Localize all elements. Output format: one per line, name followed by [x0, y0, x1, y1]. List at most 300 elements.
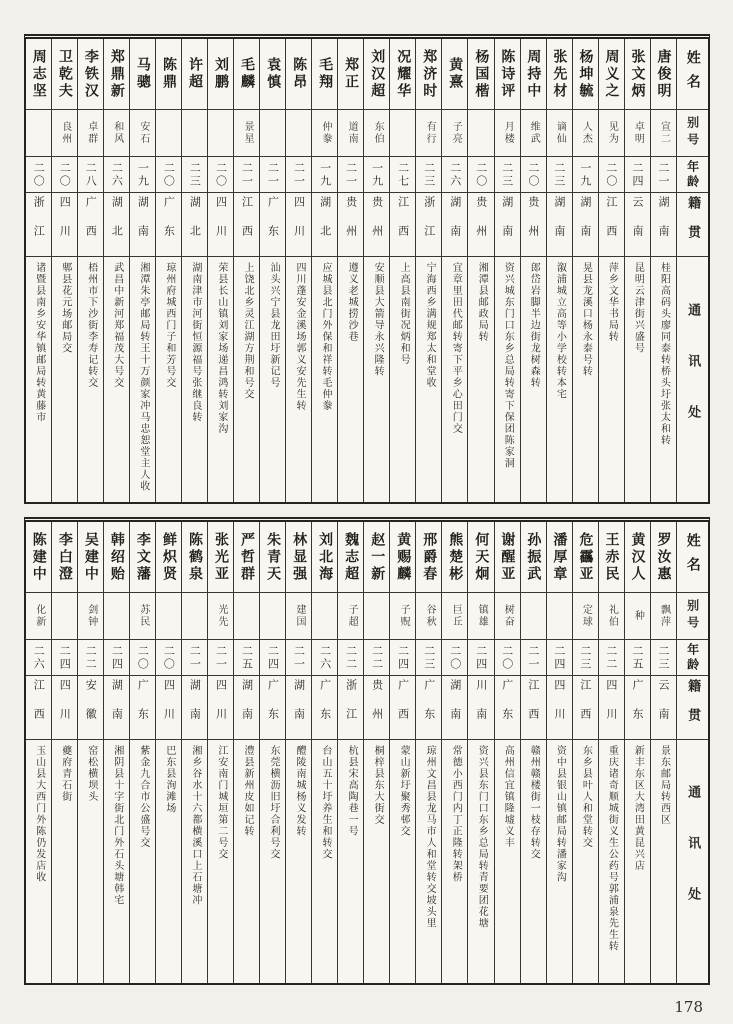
native-cell: [208, 192, 233, 256]
name-cell: [416, 522, 441, 592]
name-cell-text: 林显强: [291, 531, 308, 583]
entry-column: [390, 39, 416, 502]
age-cell-text: 二〇: [58, 161, 72, 188]
alias-cell: [651, 109, 676, 156]
age-cell-text: 二一: [526, 644, 540, 671]
name-cell: [130, 522, 155, 592]
address-cell-text: 重庆诸奇顺城街义生公药号郭浦泉先生转: [606, 745, 618, 952]
alias-cell-text: 巨丘: [450, 604, 462, 628]
alias-cell-text: 景星: [241, 121, 253, 145]
name-cell: [468, 522, 493, 592]
name-cell: [651, 522, 676, 592]
name-cell-text: 熊楚彬: [447, 531, 464, 583]
address-cell-text: 琼州文昌县龙马市人和堂转交坡头里: [424, 745, 436, 929]
age-cell-text: 二三: [552, 161, 566, 188]
address-cell-text: 郎岱岩脚半边街龙树森转: [528, 262, 540, 389]
alias-cell: [416, 592, 441, 639]
header-address-text: 通讯处: [685, 785, 701, 938]
entry-column: [52, 522, 78, 983]
alias-cell: [78, 592, 103, 639]
native-cell: [495, 192, 520, 256]
native-cell-text: 江西: [240, 195, 254, 254]
address-cell: [521, 256, 546, 502]
alias-cell: [130, 592, 155, 639]
native-cell-text: 湖南: [136, 195, 150, 254]
name-cell: [364, 522, 389, 592]
native-cell-text: 湖北: [110, 195, 124, 254]
native-cell-text: 浙江: [422, 195, 436, 254]
name-cell-text: 李铁汉: [82, 48, 99, 100]
native-cell-text: 云南: [630, 195, 644, 254]
name-cell: [651, 39, 676, 109]
age-cell: [416, 639, 441, 675]
name-cell: [364, 39, 389, 109]
address-cell-text: 琼州府城西门子和芳号交: [163, 262, 175, 389]
age-cell-text: 二一: [292, 644, 306, 671]
header-address: [677, 256, 708, 502]
entry-column: [364, 39, 390, 502]
header-age-text: 年龄: [685, 642, 700, 673]
age-cell: [338, 639, 363, 675]
name-cell-text: 周持中: [525, 48, 542, 100]
alias-cell-text: 光先: [215, 604, 227, 628]
alias-cell-text: 建国: [294, 604, 306, 628]
native-cell: [364, 192, 389, 256]
native-cell: [156, 192, 181, 256]
alias-cell: [156, 109, 181, 156]
alias-cell: [468, 592, 493, 639]
address-cell: [625, 256, 650, 502]
alias-cell: [104, 592, 129, 639]
address-cell-text: 湘潭朱亭邮局转王十万颜家冲马忠恕堂主人收: [137, 262, 149, 492]
name-cell-text: 张光亚: [213, 531, 230, 583]
alias-cell: [312, 592, 337, 639]
alias-cell: [573, 592, 598, 639]
entry-column: [442, 522, 468, 983]
header-alias: [677, 592, 708, 639]
age-cell-text: 二一: [188, 644, 202, 671]
alias-cell-text: 谷秋: [424, 604, 436, 628]
alias-cell: [495, 109, 520, 156]
address-cell: [130, 256, 155, 502]
alias-cell-text: 子超: [346, 604, 358, 628]
age-cell-text: 二六: [110, 161, 124, 188]
entry-column: [599, 39, 625, 502]
address-cell: [260, 739, 285, 983]
alias-cell: [104, 109, 129, 156]
address-cell-text: 桐梓县东大街交: [372, 745, 384, 826]
native-cell: [599, 675, 624, 739]
name-cell: [104, 522, 129, 592]
entry-column: [260, 39, 286, 502]
alias-cell: [390, 592, 415, 639]
name-cell-text: 陈鹤泉: [186, 531, 203, 583]
native-cell: [312, 675, 337, 739]
age-cell-text: 二〇: [162, 644, 176, 671]
address-cell-text: 桂阳高码头廖同泰转桥头圩张太和转: [658, 262, 670, 446]
entry-column: [312, 522, 338, 983]
name-cell: [104, 39, 129, 109]
native-cell-text: 江西: [32, 678, 46, 737]
age-cell-text: 二〇: [162, 161, 176, 188]
native-cell-text: 江西: [526, 678, 540, 737]
age-cell-text: 二一: [292, 161, 306, 188]
entry-column: [104, 39, 130, 502]
native-cell: [416, 675, 441, 739]
age-cell: [599, 639, 624, 675]
alias-cell: [442, 109, 467, 156]
name-cell: [234, 39, 259, 109]
native-cell-text: 四川: [214, 195, 228, 254]
address-cell-text: 澧县新州皮如记转: [241, 745, 253, 837]
age-cell-text: 二一: [214, 644, 228, 671]
entry-column: [521, 522, 547, 983]
alias-cell: [390, 109, 415, 156]
name-cell-text: 危靏亚: [577, 531, 594, 583]
age-cell: [599, 156, 624, 192]
alias-cell-text: 宣二: [658, 121, 670, 145]
entry-column: [625, 39, 651, 502]
header-alias: [677, 109, 708, 156]
entry-column: [234, 39, 260, 502]
age-cell: [625, 639, 650, 675]
native-cell-text: 湖南: [656, 195, 670, 254]
age-cell-text: 二六: [318, 644, 332, 671]
native-cell-text: 江西: [396, 195, 410, 254]
native-cell-text: 湖南: [552, 195, 566, 254]
entry-column: [625, 522, 651, 983]
name-cell-text: 况耀华: [395, 48, 412, 100]
name-cell: [338, 39, 363, 109]
name-cell: [625, 39, 650, 109]
name-cell: [547, 39, 572, 109]
alias-cell-text: 东伯: [372, 121, 384, 145]
age-cell: [468, 639, 493, 675]
header-name: [677, 522, 708, 592]
entry-column: [416, 522, 442, 983]
address-cell: [26, 256, 51, 502]
address-cell: [416, 256, 441, 502]
name-cell-text: 潘厚章: [551, 531, 568, 583]
header-name: [677, 39, 708, 109]
native-cell: [104, 192, 129, 256]
age-cell: [104, 156, 129, 192]
header-address: [677, 739, 708, 983]
native-cell: [78, 675, 103, 739]
address-cell-text: 晃县龙溪口杨永泰号转: [580, 262, 592, 377]
native-cell-text: 湖南: [578, 195, 592, 254]
name-cell-text: 马骢: [134, 57, 151, 91]
native-cell: [442, 192, 467, 256]
header-native-text: 籍贯: [685, 678, 701, 737]
address-cell: [156, 256, 181, 502]
name-cell: [156, 522, 181, 592]
native-cell-text: 川南: [474, 678, 488, 737]
address-cell-text: 诸暨县南乡安华镇邮局转黄藤市: [33, 262, 45, 423]
alias-cell-text: 见为: [606, 121, 618, 145]
name-cell-text: 唐俊明: [655, 48, 672, 100]
address-cell: [182, 739, 207, 983]
alias-cell-text: 镇雄: [476, 604, 488, 628]
address-cell: [442, 256, 467, 502]
address-cell: [651, 739, 676, 983]
age-cell-text: 二〇: [32, 161, 46, 188]
address-cell-text: 东莞横沥旧圩合利号交: [267, 745, 279, 860]
address-cell-text: 昆明云津街兴盛号: [632, 262, 644, 354]
name-cell: [468, 39, 493, 109]
address-cell: [234, 256, 259, 502]
age-cell-text: 二六: [448, 161, 462, 188]
native-cell: [573, 192, 598, 256]
age-cell-text: 二〇: [448, 644, 462, 671]
age-cell-text: 二二: [604, 644, 618, 671]
native-cell: [547, 192, 572, 256]
name-cell: [26, 39, 51, 109]
native-cell-text: 安徽: [84, 678, 98, 737]
address-cell-text: 汕头兴宁县龙田圩新记号: [267, 262, 279, 389]
native-cell: [521, 192, 546, 256]
address-cell-text: 郫县花元场邮局交: [59, 262, 71, 354]
address-cell: [364, 739, 389, 983]
address-cell: [312, 739, 337, 983]
entry-column: [573, 39, 599, 502]
alias-cell-text: 有行: [424, 121, 436, 145]
address-cell: [416, 739, 441, 983]
age-cell: [338, 156, 363, 192]
entry-column: [364, 522, 390, 983]
age-cell-text: 二四: [396, 644, 410, 671]
age-cell: [130, 639, 155, 675]
name-cell: [156, 39, 181, 109]
address-cell-text: 窑松横坝头: [85, 745, 97, 803]
alias-cell-text: 礼伯: [606, 604, 618, 628]
address-cell: [208, 256, 233, 502]
entry-column: [338, 522, 364, 983]
address-cell-text: 资中县银山镇邮局转潘家沟: [554, 745, 566, 883]
address-cell-text: 新丰东区大湾田黄昆兴店: [632, 745, 644, 872]
age-cell-text: 二〇: [214, 161, 228, 188]
native-cell: [52, 192, 77, 256]
header-alias-text: 别号: [685, 599, 700, 633]
age-cell: [286, 156, 311, 192]
header-age: [677, 156, 708, 192]
entry-column: [312, 39, 338, 502]
alias-cell: [260, 109, 285, 156]
native-cell: [286, 675, 311, 739]
native-cell-text: 广东: [266, 678, 280, 737]
age-cell-text: 二〇: [474, 161, 488, 188]
native-cell-text: 湖南: [240, 678, 254, 737]
entry-column: [208, 39, 234, 502]
address-cell: [573, 739, 598, 983]
name-cell-text: 刘鹏: [213, 57, 230, 91]
alias-cell-text: 和风: [111, 121, 123, 145]
alias-cell: [338, 592, 363, 639]
address-cell-text: 玉山县大西门外陈仍发店收: [33, 745, 45, 883]
name-cell: [521, 522, 546, 592]
entry-column: [182, 522, 208, 983]
native-cell-text: 云南: [656, 678, 670, 737]
alias-cell: [130, 109, 155, 156]
age-cell-text: 二四: [266, 644, 280, 671]
age-cell-text: 一九: [318, 161, 332, 188]
native-cell-text: 湖南: [448, 678, 462, 737]
address-cell-text: 资兴县东门口东乡总局转青要团花塘: [476, 745, 488, 929]
address-cell: [442, 739, 467, 983]
address-cell-text: 宁海西乡满规郑太和堂收: [424, 262, 436, 389]
alias-cell: [468, 109, 493, 156]
native-cell: [286, 192, 311, 256]
age-cell-text: 二一: [344, 161, 358, 188]
native-cell: [651, 192, 676, 256]
address-cell: [573, 256, 598, 502]
name-cell-text: 孙振武: [525, 531, 542, 583]
entry-column: [78, 522, 104, 983]
name-cell: [52, 39, 77, 109]
name-cell-text: 杨国楷: [473, 48, 490, 100]
age-cell: [495, 156, 520, 192]
name-cell: [599, 522, 624, 592]
native-cell: [625, 192, 650, 256]
native-cell-text: 四川: [58, 195, 72, 254]
native-cell-text: 四川: [604, 678, 618, 737]
name-cell: [442, 39, 467, 109]
native-cell: [156, 675, 181, 739]
address-cell-text: 湘阴县十字街北门外石头塘韩宅: [111, 745, 123, 906]
age-cell-text: 二三: [422, 644, 436, 671]
native-cell: [52, 675, 77, 739]
age-cell-text: 二三: [656, 644, 670, 671]
native-cell-text: 湖北: [188, 195, 202, 254]
native-cell-text: 广东: [162, 195, 176, 254]
native-cell: [26, 192, 51, 256]
name-cell: [26, 522, 51, 592]
address-cell: [52, 739, 77, 983]
name-cell-text: 郑济时: [421, 48, 438, 100]
name-cell-text: 杨坤毓: [577, 48, 594, 100]
address-cell: [495, 256, 520, 502]
age-cell: [442, 639, 467, 675]
age-cell-text: 二二: [370, 644, 384, 671]
age-cell-text: 一九: [578, 161, 592, 188]
name-cell-text: 许超: [186, 57, 203, 91]
alias-cell: [495, 592, 520, 639]
alias-cell: [78, 109, 103, 156]
address-cell: [182, 256, 207, 502]
native-cell-text: 湖南: [292, 678, 306, 737]
name-cell-text: 刘北海: [317, 531, 334, 583]
name-cell-text: 罗汝惠: [655, 531, 672, 583]
entry-column: [521, 39, 547, 502]
address-cell: [338, 256, 363, 502]
address-cell: [521, 739, 546, 983]
name-cell-text: 吴建中: [82, 531, 99, 583]
address-cell: [625, 739, 650, 983]
entry-column: [130, 39, 156, 502]
age-cell-text: 二〇: [500, 644, 514, 671]
age-cell: [52, 156, 77, 192]
header-column: [677, 522, 708, 983]
address-cell-text: 湘潭县邮政局转: [476, 262, 488, 343]
address-cell-text: 溆浦城立高等小学校转本宅: [554, 262, 566, 400]
entry-column: [468, 522, 494, 983]
alias-cell: [26, 109, 51, 156]
entry-column: [208, 522, 234, 983]
age-cell: [26, 156, 51, 192]
alias-cell: [182, 109, 207, 156]
native-cell: [364, 675, 389, 739]
name-cell: [260, 39, 285, 109]
native-cell: [547, 675, 572, 739]
name-cell: [182, 39, 207, 109]
age-cell-text: 二四: [110, 644, 124, 671]
name-cell: [599, 39, 624, 109]
alias-cell: [625, 109, 650, 156]
name-cell: [573, 522, 598, 592]
header-age: [677, 639, 708, 675]
age-cell: [208, 639, 233, 675]
age-cell: [52, 639, 77, 675]
age-cell-text: 二六: [32, 644, 46, 671]
alias-cell: [52, 592, 77, 639]
address-cell: [52, 256, 77, 502]
age-cell: [312, 639, 337, 675]
name-cell: [547, 522, 572, 592]
address-cell-text: 荣县长山镇刘家场递昌鸿转刘家沟: [215, 262, 227, 435]
address-cell: [78, 256, 103, 502]
name-cell-text: 赵一新: [369, 531, 386, 583]
name-cell-text: 朱青天: [265, 531, 282, 583]
address-cell-text: 江安南门城垣第二号交: [215, 745, 227, 860]
age-cell: [286, 639, 311, 675]
native-cell-text: 湖南: [448, 195, 462, 254]
name-cell-text: 何天炯: [473, 531, 490, 583]
native-cell: [625, 675, 650, 739]
header-alias-text: 别号: [685, 116, 700, 150]
header-address-text: 通讯处: [685, 303, 701, 456]
alias-cell-text: 定球: [580, 604, 592, 628]
entry-column: [130, 522, 156, 983]
alias-cell: [547, 592, 572, 639]
age-cell: [156, 156, 181, 192]
alias-cell-text: 子亮: [450, 121, 462, 145]
name-cell-text: 鲜炽贤: [160, 531, 177, 583]
alias-cell-text: 种: [632, 610, 644, 622]
age-cell: [156, 639, 181, 675]
entry-column: [52, 39, 78, 502]
age-cell: [390, 156, 415, 192]
native-cell-text: 贵州: [344, 195, 358, 254]
name-cell: [234, 522, 259, 592]
native-cell-text: 广西: [396, 678, 410, 737]
native-cell-text: 湖南: [500, 195, 514, 254]
name-cell-text: 毛麟: [239, 57, 256, 91]
age-cell: [182, 639, 207, 675]
alias-cell-text: 仲豢: [320, 121, 332, 145]
entry-column: [651, 39, 677, 502]
alias-cell: [52, 109, 77, 156]
age-cell-text: 二〇: [526, 161, 540, 188]
header-native: [677, 675, 708, 739]
alias-cell-text: 飘萍: [658, 604, 670, 628]
entry-column: [338, 39, 364, 502]
alias-cell-text: 卓群: [85, 121, 97, 145]
age-cell: [78, 639, 103, 675]
entry-column: [182, 39, 208, 502]
alias-cell: [338, 109, 363, 156]
name-cell-text: 严哲群: [239, 531, 256, 583]
entry-column: [156, 522, 182, 983]
